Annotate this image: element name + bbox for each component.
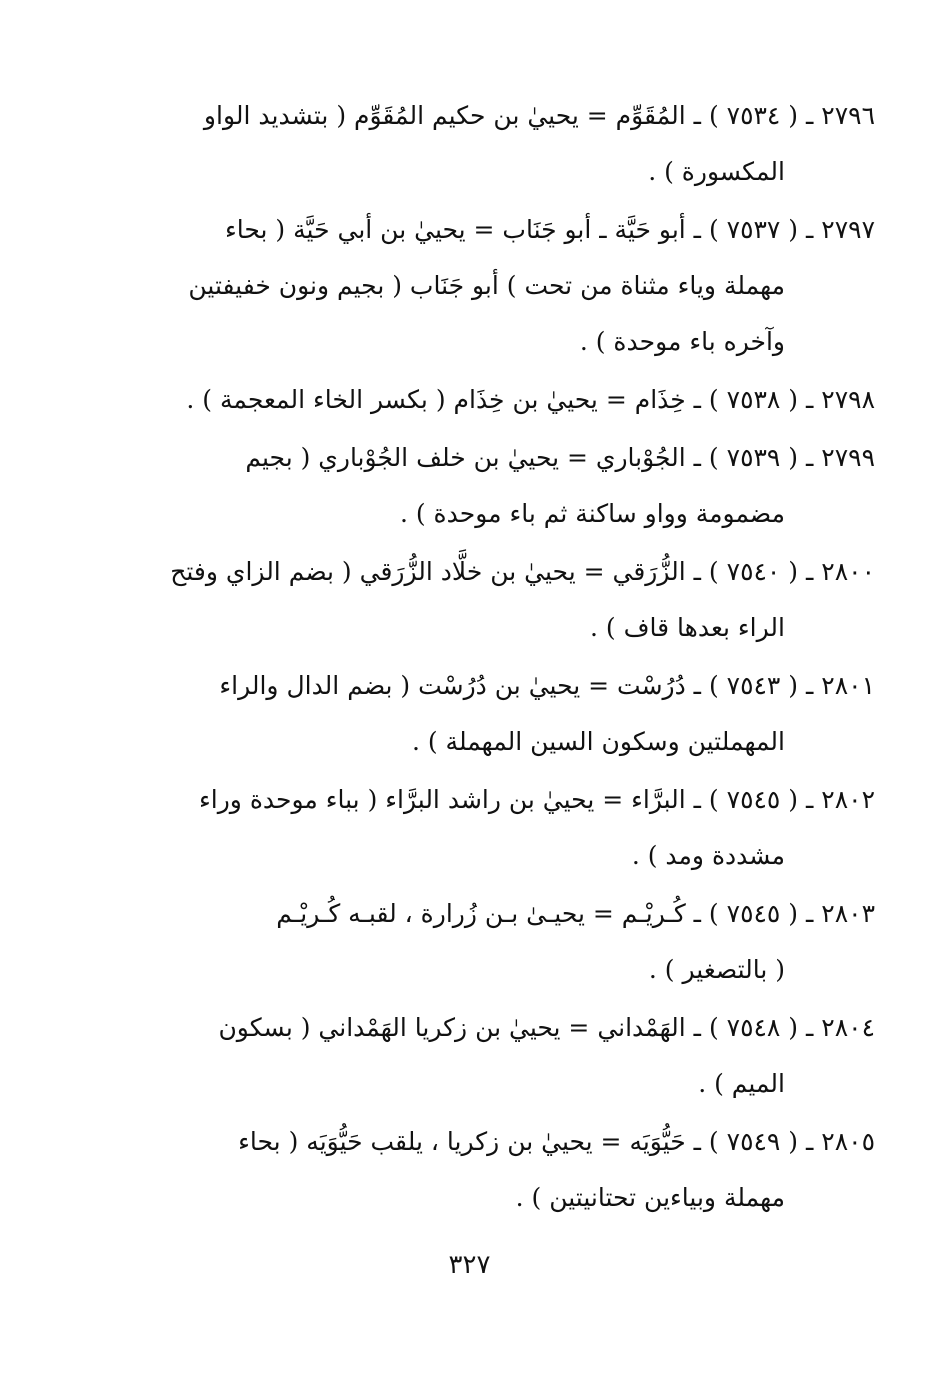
entry-2802: [115, 772, 875, 884]
entry-line: ٢٨٠٤ ـ ( ٧٥٤٨ ) ـ الهَمْداني = يحييٰ بن زكريا الهَمْداني ( بسكون: [218, 1013, 875, 1042]
entry-line: مهملة وبياءين تحتانيتين ) .: [515, 1183, 785, 1212]
entry-2804: [115, 1000, 875, 1112]
entry-2798: [115, 372, 875, 428]
entry-2800: [115, 544, 875, 656]
entry-line: ٢٧٩٨ ـ ( ٧٥٣٨ ) ـ خِذَام = يحييٰ بن خِذَام ( بكسر الخاء المعجمة ) .: [186, 385, 875, 414]
entry-line: مشددة ومد ) .: [631, 841, 785, 870]
entry-line: المكسورة ) .: [648, 157, 785, 186]
entry-line: ٢٨٠٣ ـ ( ٧٥٤٥ ) ـ كُـريْـم = يحيـىٰ بـن زُرارة ، لقبـه كُـريْـم: [276, 899, 875, 928]
entry-line: ٢٨٠٠ ـ ( ٧٥٤٠ ) ـ الزُّرَقي = يحييٰ بن خلَّاد الزُّرَقي ( بضم الزاي وفتح: [170, 557, 875, 586]
entry-line: الراء بعدها قاف ) .: [590, 613, 785, 642]
entry-2805: [115, 1114, 875, 1226]
entry-line: ٢٧٩٩ ـ ( ٧٥٣٩ ) ـ الجُوْباري = يحييٰ بن خلف الجُوْباري ( بجيم: [245, 443, 875, 472]
entry-2797: [115, 202, 875, 370]
entry-line: ٢٨٠٥ ـ ( ٧٥٤٩ ) ـ حَيُّوَيَه = يحييٰ بن زكريا ، يلقب حَيُّوَيَه ( بحاء: [238, 1127, 875, 1156]
entry-2803: [115, 886, 875, 998]
entry-line: الميم ) .: [698, 1069, 785, 1098]
entry-line: وآخره باء موحدة ) .: [579, 327, 785, 356]
document-body: [115, 88, 875, 1228]
entry-line: مهملة وياء مثناة من تحت ) أبو جَنَاب ( بجيم ونون خفيفتين: [188, 271, 785, 300]
entry-line: ٢٨٠٢ ـ ( ٧٥٤٥ ) ـ البرَّاء = يحييٰ بن راشد البرَّاء ( بباء موحدة وراء: [199, 785, 875, 814]
entry-line: المهملتين وسكون السين المهملة ) .: [411, 727, 785, 756]
entry-line: مضمومة وواو ساكنة ثم باء موحدة ) .: [399, 499, 785, 528]
entry-2796: [115, 88, 875, 200]
entry-2801: [115, 658, 875, 770]
entry-2799: [115, 430, 875, 542]
page-number: ٣٢٧: [448, 1250, 491, 1280]
entry-line: ٢٧٩٧ ـ ( ٧٥٣٧ ) ـ أبو حَيَّة ـ أبو جَنَاب = يحييٰ بن أبي حَيَّة ( بحاء: [225, 215, 875, 244]
entry-line: ٢٧٩٦ ـ ( ٧٥٣٤ ) ـ المُقَوِّم = يحييٰ بن حكيم المُقَوِّم ( بتشديد الواو: [203, 101, 875, 130]
entry-line: ٢٨٠١ ـ ( ٧٥٤٣ ) ـ دُرُسْت = يحييٰ بن دُرُسْت ( بضم الدال والراء: [219, 671, 875, 700]
entry-line: ( بالتصغير ) .: [648, 955, 785, 984]
